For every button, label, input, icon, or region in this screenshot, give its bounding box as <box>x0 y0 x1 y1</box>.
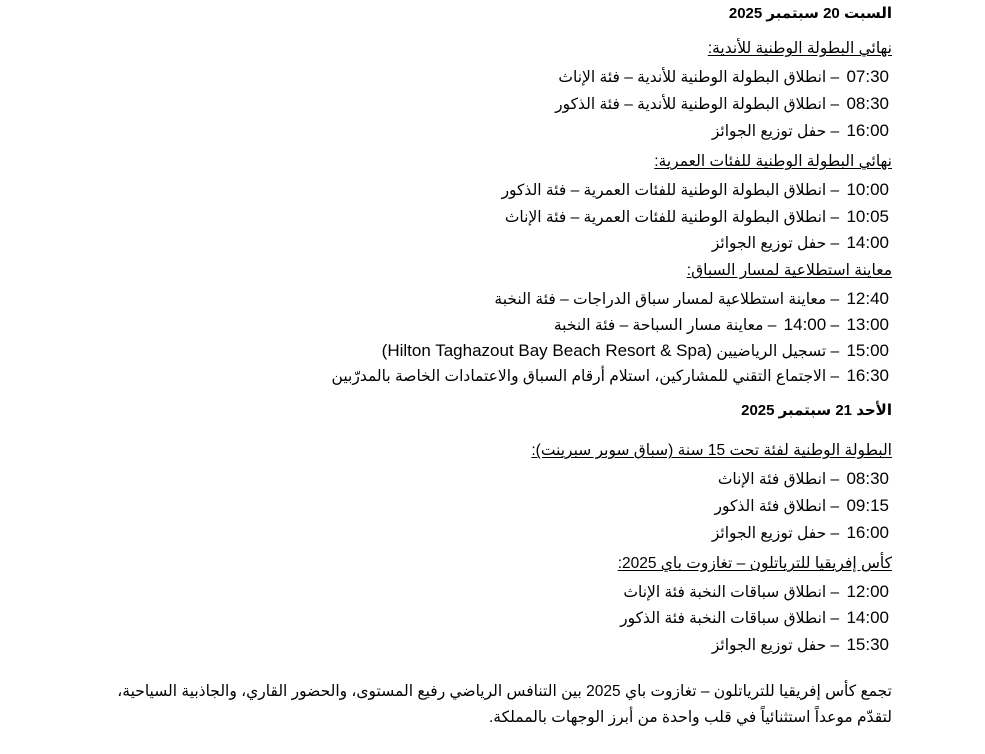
item-text: – انطلاق البطولة الوطنية للفئات العمرية – فئة الذكور <box>501 182 840 199</box>
item-time: 16:00 <box>846 121 889 140</box>
item-text: – انطلاق البطولة الوطنية للأندية – فئة الذكور <box>555 96 840 113</box>
item-end-time: 14:00 <box>783 315 827 334</box>
item-text: – حفل توزيع الجوائز <box>711 123 840 140</box>
day-heading-saturday: السبت 20 سبتمبر 2025 <box>728 5 892 22</box>
schedule-item <box>712 523 889 544</box>
section-title-africa-cup: كأس إفريقيا للترياتلون – تغازوت باي 2025: <box>617 555 892 572</box>
closing-paragraph-line-2: لتقدّم موعداً استثنائياً في قلب واحدة من أبرز الوجهات بالمملكة. <box>488 709 892 726</box>
item-text: – انطلاق سباقات النخبة فئة الإناث <box>623 584 840 601</box>
item-time: 10:00 <box>846 180 889 199</box>
schedule-item <box>712 635 889 656</box>
venue-name: (Hilton Taghazout Bay Beach Resort & Spa) <box>381 341 713 360</box>
schedule-item <box>712 233 889 254</box>
item-dash: – <box>830 317 840 334</box>
schedule-item <box>332 366 889 387</box>
item-time: 13:00 <box>846 315 889 334</box>
item-time: 12:40 <box>846 289 889 308</box>
section-title-age-groups: نهائي البطولة الوطنية للفئات العمرية: <box>654 153 892 170</box>
item-time: 16:00 <box>846 523 889 542</box>
item-time: 09:15 <box>846 496 889 515</box>
item-text: – انطلاق البطولة الوطنية للأندية – فئة الإناث <box>558 69 840 86</box>
schedule-item <box>555 94 889 115</box>
schedule-item <box>502 180 889 201</box>
schedule-item <box>712 121 889 142</box>
item-time: 15:00 <box>846 341 889 360</box>
schedule-item <box>620 608 889 629</box>
schedule-item <box>554 315 889 336</box>
item-text: – تسجيل الرياضيين <box>716 343 840 360</box>
schedule-item <box>494 289 889 310</box>
day-heading-sunday: الأحد 21 سبتمبر 2025 <box>741 402 892 419</box>
item-text: – حفل توزيع الجوائز <box>711 525 840 542</box>
item-time: 08:30 <box>846 94 889 113</box>
item-text: – حفل توزيع الجوائز <box>711 235 840 252</box>
item-time: 14:00 <box>846 233 889 252</box>
item-text: – حفل توزيع الجوائز <box>711 637 840 654</box>
section-title-under-15: البطولة الوطنية لفئة تحت 15 سنة (سباق سوبر سبرينت): <box>531 442 892 459</box>
schedule-item <box>505 207 889 228</box>
schedule-item <box>715 496 889 517</box>
schedule-item <box>623 582 889 603</box>
item-time: 15:30 <box>846 635 889 654</box>
item-time: 12:00 <box>846 582 889 601</box>
item-time: 08:30 <box>846 469 889 488</box>
item-time: 14:00 <box>846 608 889 627</box>
item-text: – معاينة مسار السباحة – فئة النخبة <box>553 317 777 334</box>
schedule-item <box>718 469 889 490</box>
schedule-item <box>558 67 889 88</box>
item-text: – انطلاق فئة الإناث <box>717 471 840 488</box>
item-text: – الاجتماع التقني للمشاركين، استلام أرقام السباق والاعتمادات الخاصة بالمدرّبين <box>331 368 840 385</box>
item-time: 10:05 <box>846 207 889 226</box>
item-text: – انطلاق فئة الذكور <box>714 498 840 515</box>
item-text: – انطلاق سباقات النخبة فئة الذكور <box>620 610 840 627</box>
item-time: 16:30 <box>846 366 889 385</box>
schedule-item <box>382 341 889 362</box>
item-text: – انطلاق البطولة الوطنية للفئات العمرية – فئة الإناث <box>504 209 840 226</box>
item-text: – معاينة استطلاعية لمسار سباق الدراجات – فئة النخبة <box>494 291 840 308</box>
section-title-clubs: نهائي البطولة الوطنية للأندية: <box>707 40 892 57</box>
closing-paragraph-line-1: تجمع كأس إفريقيا للترياتلون – تغازوت باي 2025 بين التنافس الرياضي رفيع المستوى، والحضور القاري، والجاذبية السياحية، <box>117 683 892 700</box>
section-title-course-recon: معاينة استطلاعية لمسار السباق: <box>686 262 892 279</box>
item-time: 07:30 <box>846 67 889 86</box>
